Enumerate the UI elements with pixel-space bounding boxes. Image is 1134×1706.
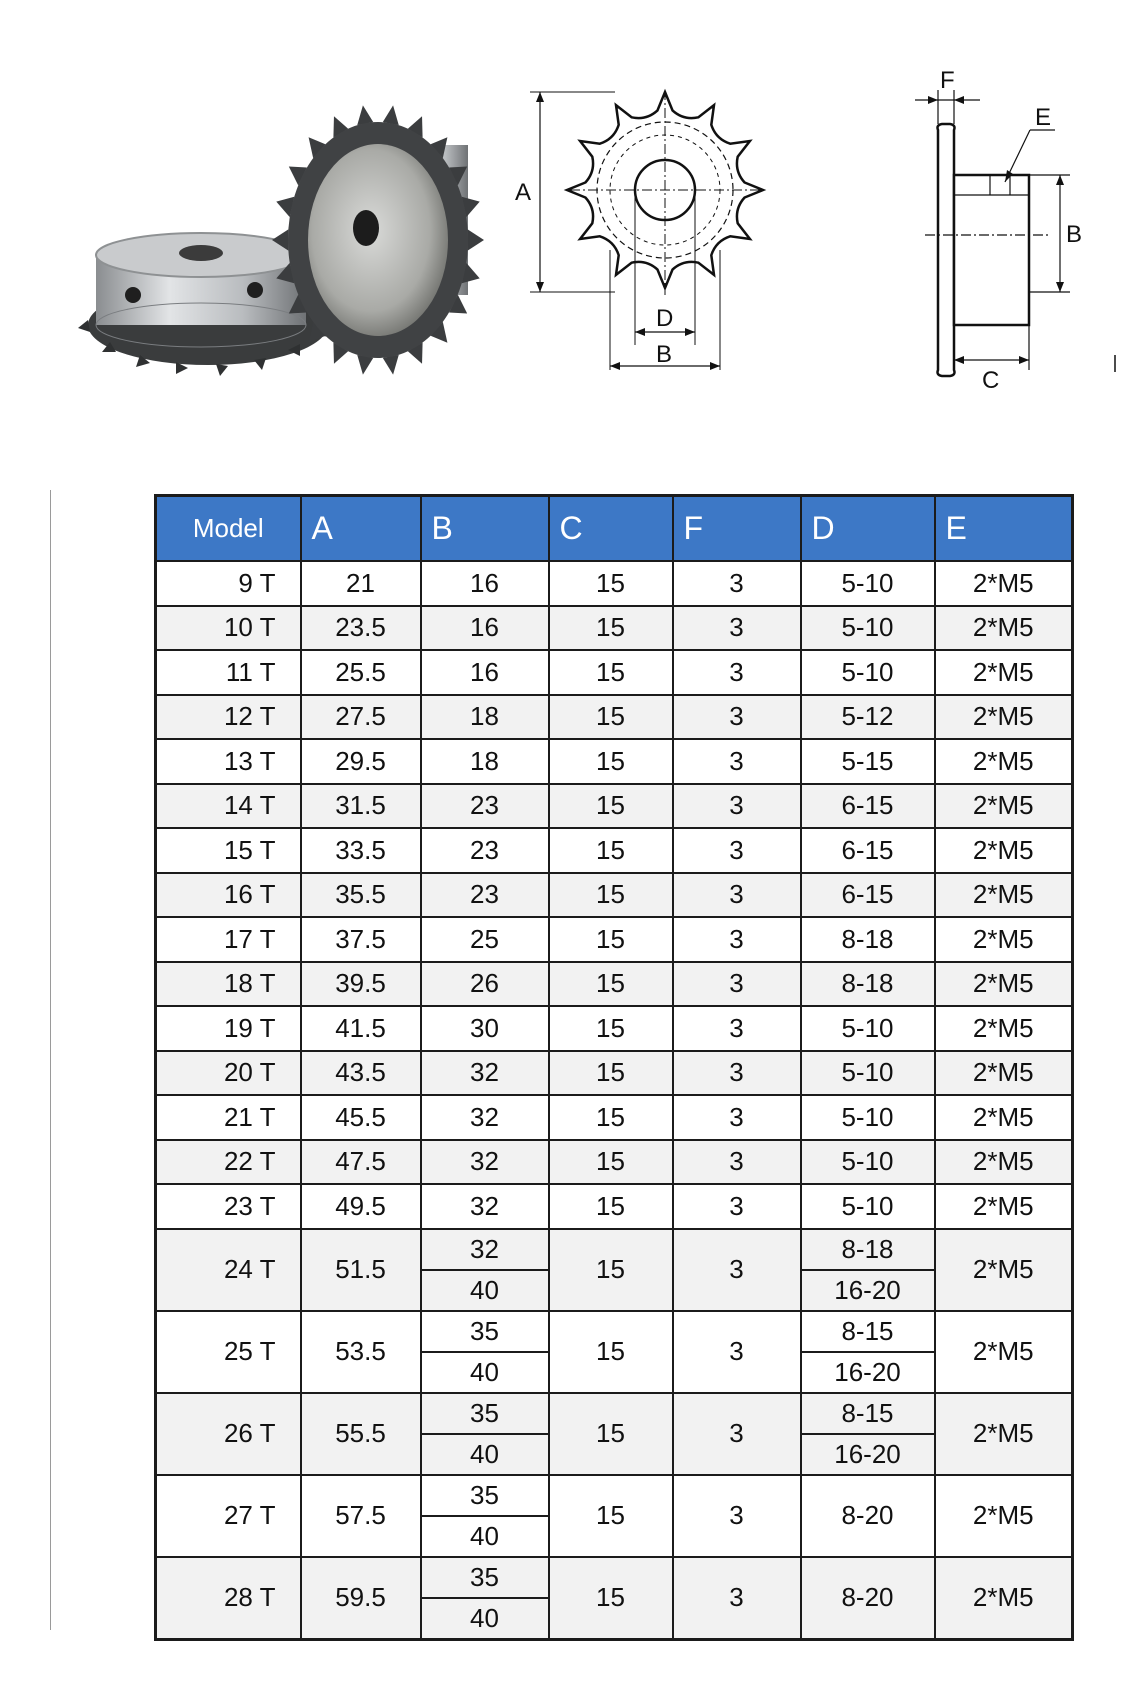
cell-e: 2*M5 [935, 695, 1073, 740]
cell-e: 2*M5 [935, 1311, 1073, 1393]
cell-b-value: 35 [422, 1476, 548, 1517]
cell-b [421, 1393, 549, 1475]
header-a: A [301, 496, 421, 562]
cell-f: 3 [673, 1229, 801, 1311]
cell-b: 16 [421, 650, 549, 695]
cell-model: 22 T [156, 1140, 301, 1185]
cell-f: 3 [673, 828, 801, 873]
cell-c: 15 [549, 695, 673, 740]
cell-a: 35.5 [301, 873, 421, 918]
sprocket-side-view-drawing [870, 67, 1110, 430]
side-dim-e-label: E [1035, 104, 1052, 131]
cell-b: 16 [421, 561, 549, 606]
table-row [156, 1557, 1073, 1640]
table-row [156, 1184, 1073, 1229]
front-dim-d-label: D [656, 305, 674, 332]
table-row [156, 1475, 1073, 1557]
cell-a: 39.5 [301, 962, 421, 1007]
cell-f: 3 [673, 1475, 801, 1557]
cell-b: 32 [421, 1140, 549, 1185]
cell-e: 2*M5 [935, 828, 1073, 873]
cell-b-value: 40 [470, 1520, 499, 1551]
cell-model: 9 T [156, 561, 301, 606]
cell-b [421, 1557, 549, 1640]
cell-model: 28 T [156, 1557, 301, 1640]
cell-b: 23 [421, 873, 549, 918]
cell-a: 23.5 [301, 606, 421, 651]
cell-c: 15 [549, 828, 673, 873]
cell-f: 3 [673, 962, 801, 1007]
cell-f: 3 [673, 739, 801, 784]
cell-f: 3 [673, 1557, 801, 1640]
cell-e: 2*M5 [935, 1006, 1073, 1051]
cell-f: 3 [673, 1311, 801, 1393]
header-model: Model [156, 496, 301, 562]
cell-a: 29.5 [301, 739, 421, 784]
cell-c: 15 [549, 917, 673, 962]
cell-a: 53.5 [301, 1311, 421, 1393]
spec-table [154, 494, 1074, 1641]
table-row [156, 1140, 1073, 1185]
cell-f: 3 [673, 1184, 801, 1229]
cell-d-value: 16-20 [834, 1356, 901, 1387]
header-f: F [673, 496, 801, 562]
cell-c: 15 [549, 873, 673, 918]
cell-f: 3 [673, 1393, 801, 1475]
table-row [156, 873, 1073, 918]
header-c: C [549, 496, 673, 562]
cell-model: 21 T [156, 1095, 301, 1140]
cell-f: 3 [673, 650, 801, 695]
cell-b-value: 35 [422, 1558, 548, 1599]
cell-c: 15 [549, 1051, 673, 1096]
cell-d: 5-12 [801, 695, 935, 740]
cell-e: 2*M5 [935, 1095, 1073, 1140]
sprocket-tooth [468, 229, 484, 250]
cell-a: 55.5 [301, 1393, 421, 1475]
cell-b: 32 [421, 1184, 549, 1229]
cell-d: 8-18 [801, 917, 935, 962]
table-row [156, 784, 1073, 829]
cell-d: 6-15 [801, 873, 935, 918]
cell-d: 5-15 [801, 739, 935, 784]
cell-d-value: 8-15 [802, 1312, 934, 1353]
cell-b: 30 [421, 1006, 549, 1051]
cell-e: 2*M5 [935, 561, 1073, 606]
cell-a: 51.5 [301, 1229, 421, 1311]
table-row [156, 962, 1073, 1007]
cell-a: 31.5 [301, 784, 421, 829]
cell-d [801, 1311, 935, 1393]
cell-a: 41.5 [301, 1006, 421, 1051]
table-row [156, 1393, 1073, 1475]
cell-b: 25 [421, 917, 549, 962]
sprocket-tooth [383, 355, 399, 375]
cell-c: 15 [549, 784, 673, 829]
cell-a: 21 [301, 561, 421, 606]
table-row [156, 917, 1073, 962]
table-row [156, 828, 1073, 873]
cell-b: 23 [421, 828, 549, 873]
table-row [156, 1006, 1073, 1051]
cell-c: 15 [549, 1184, 673, 1229]
cell-model: 13 T [156, 739, 301, 784]
table-row [156, 1229, 1073, 1311]
cell-e: 2*M5 [935, 739, 1073, 784]
cell-f: 3 [673, 784, 801, 829]
cell-c: 15 [549, 1140, 673, 1185]
cell-e: 2*M5 [935, 1229, 1073, 1311]
cell-f: 3 [673, 1095, 801, 1140]
cell-d: 5-10 [801, 606, 935, 651]
cell-c: 15 [549, 1475, 673, 1557]
table-row [156, 1311, 1073, 1393]
cell-a: 37.5 [301, 917, 421, 962]
cell-model: 23 T [156, 1184, 301, 1229]
sprocket-tooth [383, 105, 399, 125]
cell-d: 5-10 [801, 650, 935, 695]
cell-b [421, 1229, 549, 1311]
cell-d-value: 8-15 [802, 1394, 934, 1435]
cell-d-value: 16-20 [834, 1274, 901, 1305]
sprocket-front-view-drawing [515, 70, 860, 430]
cell-e: 2*M5 [935, 1393, 1073, 1475]
cell-d: 8-20 [801, 1475, 935, 1557]
cell-model: 25 T [156, 1311, 301, 1393]
table-row [156, 606, 1073, 651]
side-dim-c-label: C [982, 367, 1000, 394]
cell-a: 45.5 [301, 1095, 421, 1140]
cell-model: 14 T [156, 784, 301, 829]
cell-c: 15 [549, 962, 673, 1007]
cell-b [421, 1311, 549, 1393]
spec-table-body [156, 561, 1073, 1639]
cell-model: 17 T [156, 917, 301, 962]
cell-d: 8-20 [801, 1557, 935, 1640]
cell-d: 5-10 [801, 1184, 935, 1229]
cell-c: 15 [549, 1006, 673, 1051]
cell-a: 59.5 [301, 1557, 421, 1640]
cell-e: 2*M5 [935, 962, 1073, 1007]
cell-e: 2*M5 [935, 1184, 1073, 1229]
cell-a: 27.5 [301, 695, 421, 740]
sprocket-tooth [357, 355, 373, 375]
table-row [156, 561, 1073, 606]
cell-e: 2*M5 [935, 1475, 1073, 1557]
cell-f: 3 [673, 1051, 801, 1096]
cell-f: 3 [673, 606, 801, 651]
cell-c: 15 [549, 1095, 673, 1140]
cell-e: 2*M5 [935, 1140, 1073, 1185]
cell-c: 15 [549, 1311, 673, 1393]
cell-b-value: 35 [422, 1394, 548, 1435]
cell-model: 27 T [156, 1475, 301, 1557]
cell-model: 26 T [156, 1393, 301, 1475]
cell-b: 32 [421, 1095, 549, 1140]
cell-d: 5-10 [801, 1140, 935, 1185]
table-row [156, 739, 1073, 784]
cell-a: 25.5 [301, 650, 421, 695]
cell-b-value: 40 [470, 1274, 499, 1305]
cell-e: 2*M5 [935, 784, 1073, 829]
cell-model: 11 T [156, 650, 301, 695]
cell-d: 8-18 [801, 962, 935, 1007]
side-dim-f-label: F [940, 67, 955, 94]
sprocket-tooth [357, 105, 373, 125]
cell-a: 43.5 [301, 1051, 421, 1096]
cell-e: 2*M5 [935, 873, 1073, 918]
cell-b-value: 40 [470, 1356, 499, 1387]
cell-b: 23 [421, 784, 549, 829]
cell-f: 3 [673, 695, 801, 740]
table-row [156, 1051, 1073, 1096]
cell-d: 5-10 [801, 561, 935, 606]
cell-b-value: 32 [422, 1230, 548, 1271]
cell-c: 15 [549, 650, 673, 695]
cell-b-value: 35 [422, 1312, 548, 1353]
cell-model: 12 T [156, 695, 301, 740]
header-b: B [421, 496, 549, 562]
cell-model: 18 T [156, 962, 301, 1007]
front-dim-a-label: A [515, 179, 532, 206]
table-row [156, 1095, 1073, 1140]
cell-a: 49.5 [301, 1184, 421, 1229]
cell-f: 3 [673, 561, 801, 606]
cell-c: 15 [549, 1393, 673, 1475]
cell-f: 3 [673, 873, 801, 918]
cell-model: 20 T [156, 1051, 301, 1096]
cell-a: 57.5 [301, 1475, 421, 1557]
cell-e: 2*M5 [935, 1051, 1073, 1096]
cell-d [801, 1393, 935, 1475]
cell-b: 18 [421, 739, 549, 784]
cell-f: 3 [673, 1140, 801, 1185]
table-row [156, 650, 1073, 695]
cell-d-value: 8-18 [802, 1230, 934, 1271]
cell-model: 19 T [156, 1006, 301, 1051]
header-e: E [935, 496, 1073, 562]
cell-model: 16 T [156, 873, 301, 918]
header-d: D [801, 496, 935, 562]
cell-d-value: 16-20 [834, 1438, 901, 1469]
cell-b [421, 1475, 549, 1557]
side-dim-b-label: B [1066, 221, 1083, 248]
cell-f: 3 [673, 1006, 801, 1051]
cell-d: 5-10 [801, 1006, 935, 1051]
table-header-row [156, 496, 1073, 562]
cell-e: 2*M5 [935, 606, 1073, 651]
cell-b: 16 [421, 606, 549, 651]
front-dim-b-label: B [656, 341, 673, 368]
cell-e: 2*M5 [935, 917, 1073, 962]
cell-d [801, 1229, 935, 1311]
cell-d: 6-15 [801, 784, 935, 829]
cell-model: 10 T [156, 606, 301, 651]
cell-b: 32 [421, 1051, 549, 1096]
cell-a: 33.5 [301, 828, 421, 873]
cell-c: 15 [549, 561, 673, 606]
cell-model: 15 T [156, 828, 301, 873]
cell-c: 15 [549, 1229, 673, 1311]
cell-d: 5-10 [801, 1051, 935, 1096]
cell-e: 2*M5 [935, 650, 1073, 695]
cell-c: 15 [549, 739, 673, 784]
cell-c: 15 [549, 1557, 673, 1640]
cell-b-value: 40 [470, 1602, 499, 1633]
sprocket-product-photo [48, 50, 548, 410]
cell-d: 5-10 [801, 1095, 935, 1140]
cell-b: 18 [421, 695, 549, 740]
cell-model: 24 T [156, 1229, 301, 1311]
cell-d: 6-15 [801, 828, 935, 873]
cell-b: 26 [421, 962, 549, 1007]
cell-c: 15 [549, 606, 673, 651]
table-row [156, 695, 1073, 740]
cell-a: 47.5 [301, 1140, 421, 1185]
cell-b-value: 40 [470, 1438, 499, 1469]
page-left-rule [50, 490, 51, 1630]
cell-f: 3 [673, 917, 801, 962]
cell-e: 2*M5 [935, 1557, 1073, 1640]
